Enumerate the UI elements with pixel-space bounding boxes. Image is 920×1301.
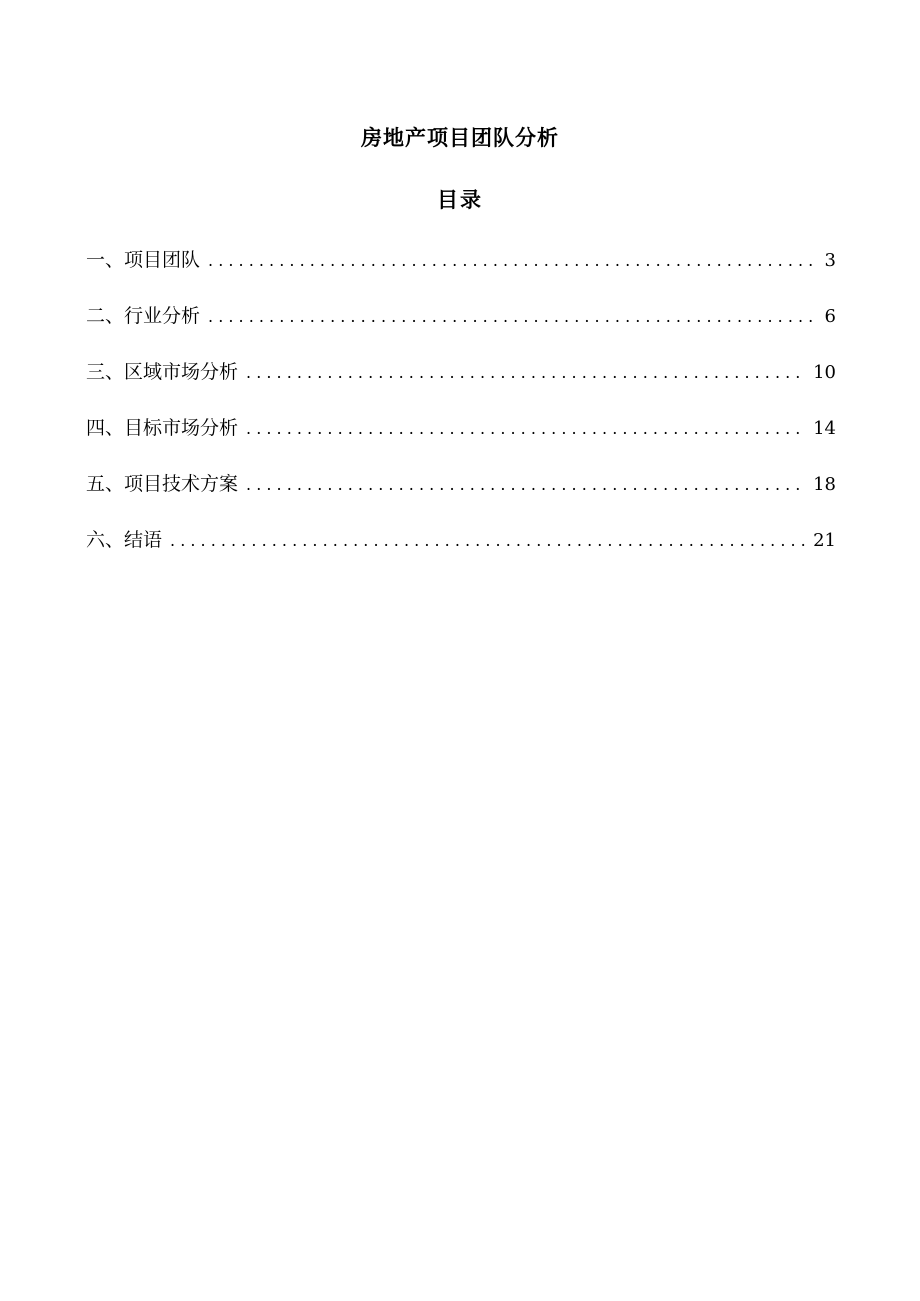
toc-entry-project-team[interactable] <box>86 244 836 300</box>
toc-entry-technical-plan[interactable] <box>86 468 836 524</box>
toc-entry-label: 三、区域市场分析 <box>86 361 239 383</box>
toc-page-number: 3 <box>824 250 836 271</box>
toc-dot-leader <box>246 357 807 389</box>
toc-entry-target-market-analysis[interactable] <box>86 412 836 468</box>
table-of-contents <box>86 244 836 580</box>
toc-dot-leader <box>246 413 807 445</box>
toc-entry-label: 五、项目技术方案 <box>86 473 239 495</box>
toc-entry-label: 一、项目团队 <box>86 249 201 271</box>
toc-page-number: 10 <box>813 362 836 383</box>
toc-entry-label: 四、目标市场分析 <box>86 417 239 439</box>
toc-entry-label: 六、结语 <box>86 529 163 551</box>
toc-heading: 目录 <box>437 187 483 212</box>
toc-page-number: 6 <box>824 306 836 327</box>
document-title: 房地产项目团队分析 <box>361 125 559 150</box>
toc-entry-regional-market-analysis[interactable] <box>86 356 836 412</box>
toc-page-number: 18 <box>813 474 836 495</box>
toc-dot-leader <box>170 525 807 557</box>
toc-entry-conclusion[interactable] <box>86 524 836 580</box>
toc-dot-leader <box>208 301 819 333</box>
toc-page-number: 21 <box>813 530 836 551</box>
toc-dot-leader <box>246 469 807 501</box>
toc-dot-leader <box>208 245 819 277</box>
toc-page-number: 14 <box>813 418 836 439</box>
toc-entry-label: 二、行业分析 <box>86 305 201 327</box>
toc-entry-industry-analysis[interactable] <box>86 300 836 356</box>
